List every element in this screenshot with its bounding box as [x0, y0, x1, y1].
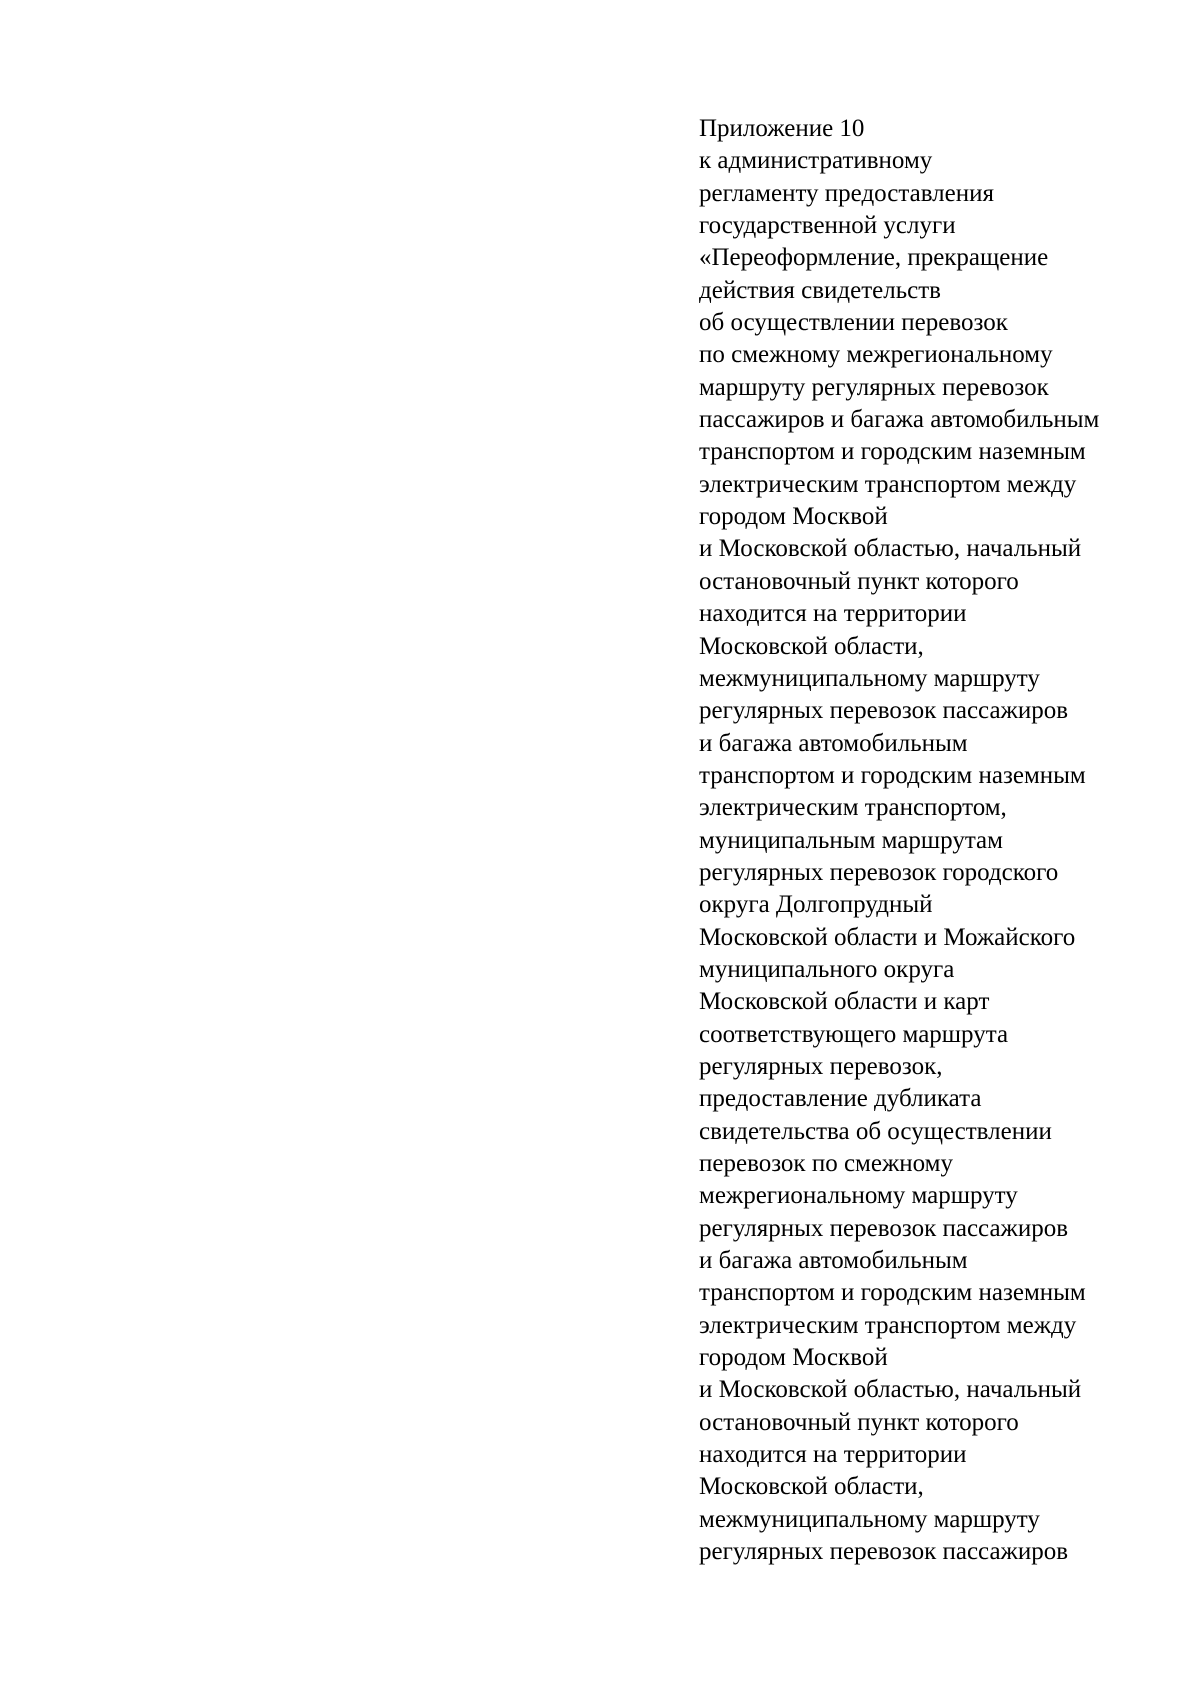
- appendix-line: Московской области и карт: [699, 988, 990, 1016]
- appendix-line: электрическим транспортом между: [699, 470, 1077, 498]
- appendix-line: муниципальным маршрутам: [699, 826, 1003, 854]
- appendix-line: регулярных перевозок пассажиров: [699, 697, 1069, 725]
- appendix-line: и багажа автомобильным: [699, 1247, 968, 1275]
- appendix-line: Московской области,: [699, 632, 924, 660]
- appendix-line: об осуществлении перевозок: [699, 309, 1008, 337]
- appendix-line: действия свидетельств: [699, 276, 941, 304]
- appendix-line: межмуниципальному маршруту: [699, 1505, 1040, 1533]
- appendix-line: Московской области и Можайского: [699, 923, 1076, 951]
- appendix-line: электрическим транспортом между: [699, 1311, 1077, 1339]
- appendix-line: транспортом и городским наземным: [699, 438, 1086, 466]
- appendix-line: муниципального округа: [699, 955, 955, 983]
- appendix-line: находится на территории: [699, 1441, 967, 1469]
- appendix-line: остановочный пункт которого: [699, 1408, 1019, 1436]
- appendix-line: остановочный пункт которого: [699, 567, 1019, 595]
- appendix-line: регулярных перевозок пассажиров: [699, 1538, 1069, 1566]
- appendix-line: свидетельства об осуществлении: [699, 1117, 1052, 1145]
- appendix-heading-block: [699, 113, 1179, 1568]
- appendix-line: регулярных перевозок городского: [699, 858, 1059, 886]
- appendix-line: к административному: [699, 147, 933, 175]
- appendix-line: межмуниципальному маршруту: [699, 664, 1040, 692]
- appendix-line: соответствующего маршрута: [699, 1020, 1009, 1048]
- appendix-line: транспортом и городским наземным: [699, 1279, 1086, 1307]
- appendix-line: предоставление дубликата: [699, 1085, 982, 1113]
- appendix-line: межрегиональному маршруту: [699, 1182, 1018, 1210]
- appendix-line: находится на территории: [699, 600, 967, 628]
- appendix-line: и Московской областью, начальный: [699, 1376, 1082, 1404]
- appendix-line: «Переоформление, прекращение: [699, 244, 1049, 272]
- appendix-line: пассажиров и багажа автомобильным: [699, 406, 1100, 434]
- appendix-line: и Московской областью, начальный: [699, 535, 1082, 563]
- appendix-line: округа Долгопрудный: [699, 891, 933, 919]
- appendix-line: транспортом и городским наземным: [699, 761, 1086, 789]
- appendix-line: Московской области,: [699, 1473, 924, 1501]
- appendix-line: маршруту регулярных перевозок: [699, 373, 1049, 401]
- appendix-line: Приложение 10: [699, 115, 865, 142]
- appendix-line: по смежному межрегиональному: [699, 341, 1053, 369]
- appendix-line: и багажа автомобильным: [699, 729, 968, 757]
- appendix-line: регламенту предоставления: [699, 179, 995, 207]
- appendix-line: государственной услуги: [699, 212, 956, 240]
- appendix-line: электрическим транспортом,: [699, 794, 1007, 822]
- appendix-line: перевозок по смежному: [699, 1150, 953, 1177]
- appendix-line: регулярных перевозок,: [699, 1052, 943, 1080]
- appendix-line: городом Москвой: [699, 1344, 888, 1372]
- appendix-line: регулярных перевозок пассажиров: [699, 1214, 1069, 1242]
- appendix-line: городом Москвой: [699, 503, 888, 531]
